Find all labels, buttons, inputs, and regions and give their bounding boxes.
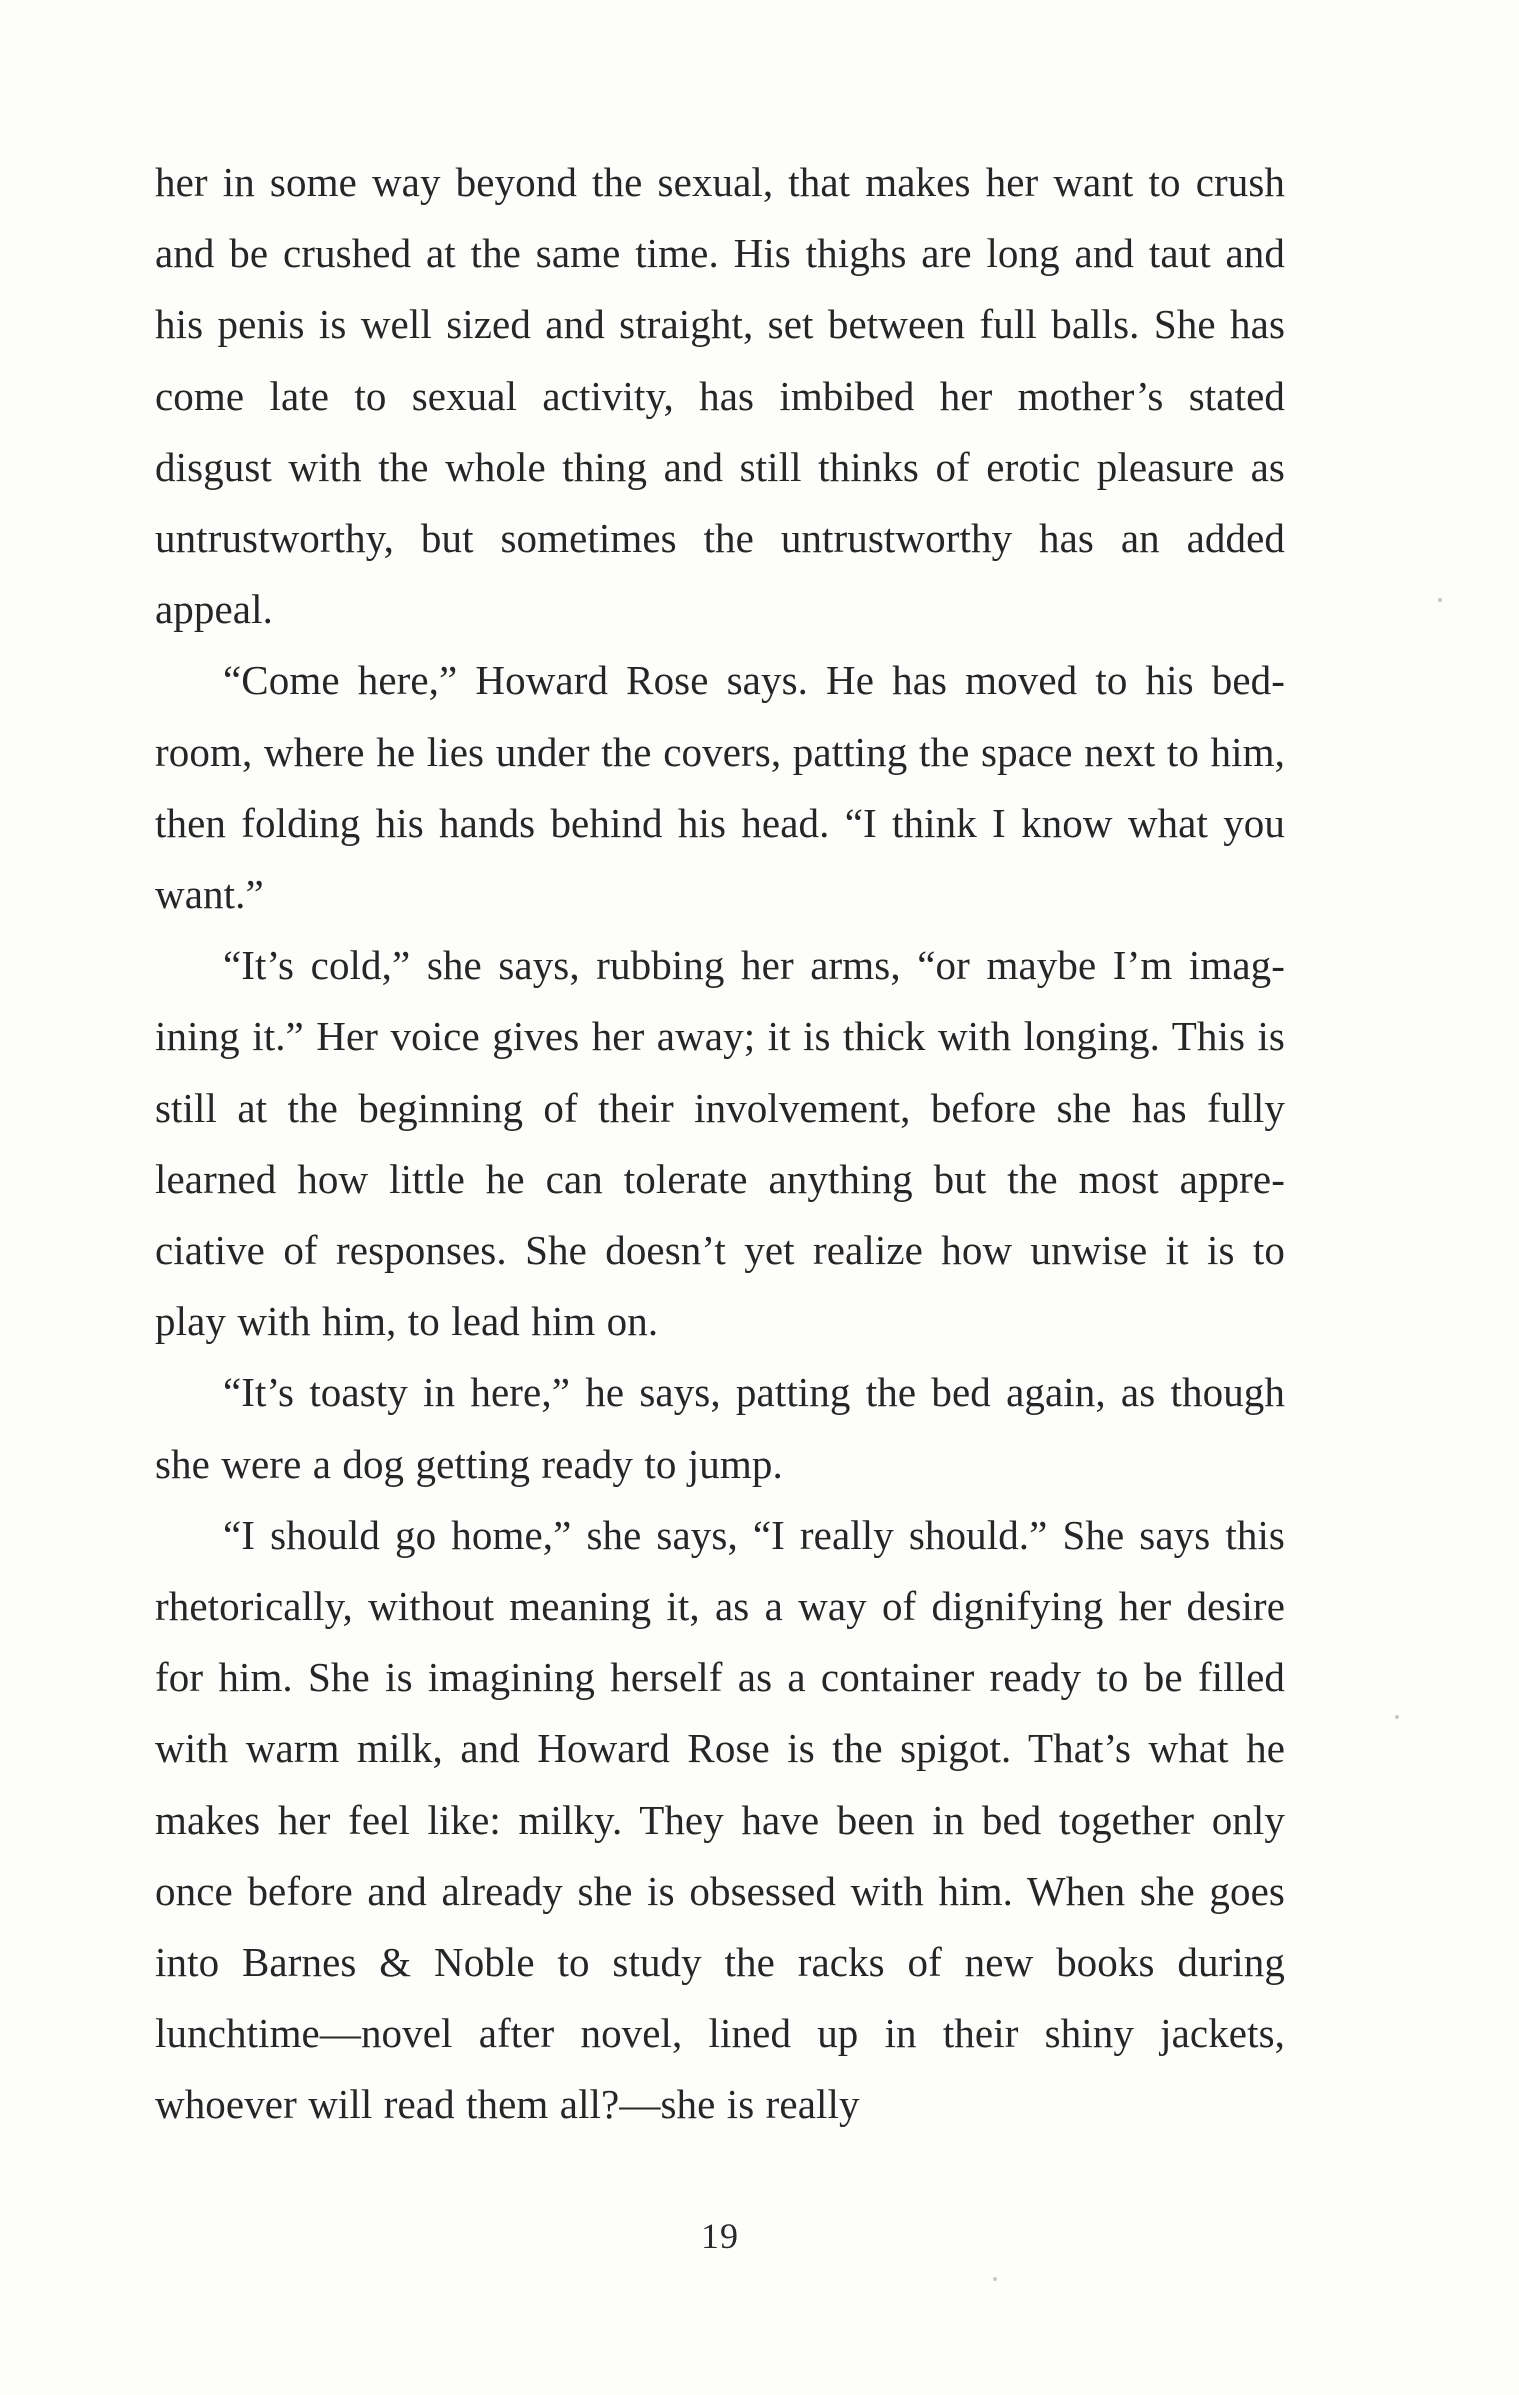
paragraph-3: “It’s cold,” she says, rubbing her arms, “or maybe I’m imag-ining it.” Her voice gives her away; it is thick with longing. This is still at the beginning of their involvement, before she has fully learned how little he can tolerate anything but the most appre-ciative of responses. She doesn’t yet realize how unwise it is to play with him, to lead him on. (155, 942, 1285, 1345)
paragraph-4: “It’s toasty in here,” he says, patting the bed again, as though she were a dog getting ready to jump. (155, 1369, 1285, 1487)
body-text (155, 147, 1285, 2141)
paragraph-1: her in some way beyond the sexual, that makes her want to crush and be crushed at the same time. His thighs are long and taut and his penis is well sized and straight, set between full balls. She has come late to sexual activity, has imbibed her mother’s stated disgust with the whole thing and still thinks of erotic pleasure as untrustworthy, but sometimes the untrustworthy has an added appeal. (155, 159, 1285, 633)
paper-speck (1438, 598, 1442, 602)
page-number: 19 (701, 2216, 739, 2256)
paragraph-5: “I should go home,” she says, “I really should.” She says this rhetorically, without meaning it, as a way of dignifying her desire for him. She is imagining herself as a container ready to be filled with warm milk, and Howard Rose is the spigot. That’s what he makes her feel like: milky. They have been in bed together only once before and already she is obsessed with him. When she goes into Barnes & Noble to study the racks of new books during lunchtime—novel after novel, lined up in their shiny jackets, whoever will read them all?—she is really (155, 1511, 1285, 2128)
paper-speck (993, 2277, 997, 2281)
paragraph-2: “Come here,” Howard Rose says. He has moved to his bed-room, where he lies under the covers, patting the space next to him, then folding his hands behind his head. “I think I know what you want.” (155, 657, 1285, 918)
paper-speck (1395, 1715, 1399, 1719)
